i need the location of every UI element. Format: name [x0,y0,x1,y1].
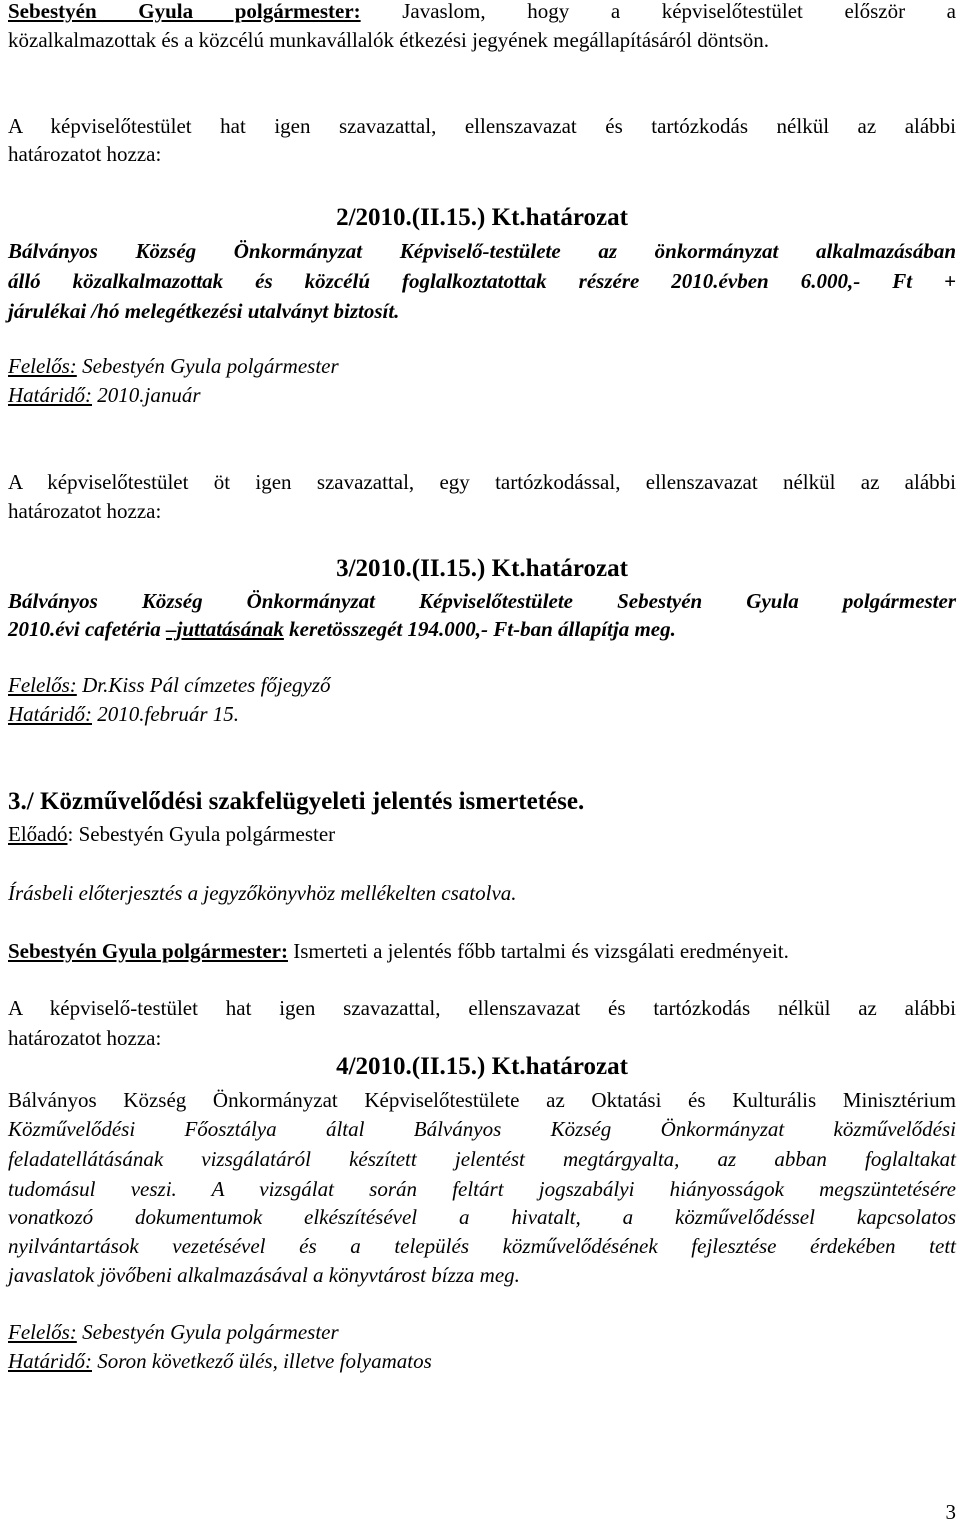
responsible-label: Felelős: [8,673,77,697]
vote-subject: A képviselőtestület [8,114,192,138]
vote-line-continued: határozatot hozza: [8,1026,162,1050]
resolution-text-line [8,615,956,643]
resolution-text-line [8,237,956,265]
speaker-name: Sebestyén Gyula polgármester: [8,0,361,23]
responsible-value: Sebestyén Gyula polgármester [76,354,339,378]
deadline-label: Határidő: [8,702,92,726]
vote-line-continued: határozatot hozza: [8,142,162,166]
attachment-note: Írásbeli előterjesztés a jegyzőkönyvhöz mellékelten csatolva. [8,881,517,905]
responsible-label: Felelős: [8,354,77,378]
deadline-line [8,1347,956,1375]
resolution-number: 4/2010.(II.15.) Kt.határozat [336,1053,628,1080]
vote-text: hat igen szavazattal, ellenszavazat és tartózkodás nélkül az alábbi [220,114,956,138]
resolution-text-part: 2010.évi cafetéria [8,617,167,641]
responsible-line [8,352,956,380]
presenter-label: Előadó [8,822,68,846]
page-number: 3 [945,1500,956,1524]
vote-line-continued: határozatot hozza: [8,499,162,523]
speech-text-continued: közalkalmazottak és a közcélú munkavállalók étkezési jegyének megállapításáról döntsön. [8,28,769,52]
speaker-name: Sebestyén Gyula polgármester: [8,939,288,963]
resolution-text-line: feladatellátásának vizsgálatáról készített jelentést megtárgyalta, az abban foglaltakat [8,1147,956,1171]
resolution-text-part: az önkormányzat alkalmazásában [598,239,957,263]
resolution-text-underlined: –juttatásának [166,617,284,641]
resolution-text-part: Sebestyén Gyula polgármester [617,589,957,613]
resolution-text-line: járulékai /hó melegétkezési utalványt biztosít. [8,299,400,323]
resolution-text-line: nyilvántartások vezetésével és a település közművelődésének fejlesztése érdekében tett [8,1234,956,1258]
deadline-value: 2010.január [92,383,201,407]
resolution-number: 2/2010.(II.15.) Kt.határozat [336,204,628,231]
speaker-line [8,937,956,965]
responsible-line [8,671,956,699]
deadline-line [8,381,956,409]
presenter-line [8,820,956,848]
deadline-value: Soron következő ülés, illetve folyamatos [92,1349,432,1373]
deadline-label: Határidő: [8,1349,92,1373]
vote-line [8,112,956,140]
resolution-text-line: Bálványos Község Önkormányzat Képviselőtestülete az Oktatási és Kulturális Minisztérium [8,1088,956,1112]
resolution-text-part: Bálványos Község Önkormányzat Képviselőtestülete [8,589,574,613]
resolution-text-part: Bálványos Község Önkormányzat Képviselő-testülete [8,239,561,263]
deadline-line [8,700,956,728]
resolution-text-line: vonatkozó dokumentumok elkészítésével a hivatalt, a közművelődéssel kapcsolatos [8,1205,956,1229]
responsible-value: Dr.Kiss Pál címzetes főjegyző [76,673,331,697]
resolution-text-line: Közművelődési Főosztálya által Bálványos Község Önkormányzat közművelődési [8,1117,956,1141]
resolution-text-line: javaslatok jövőbeni alkalmazásával a könyvtárost bízza meg. [8,1263,520,1287]
speech-text: Javaslom, hogy a képviselőtestület először a [402,0,956,23]
speech-text: Ismerteti a jelentés főbb tartalmi és vizsgálati eredményeit. [287,939,789,963]
section-title: 3./ Közművelődési szakfelügyeleti jelentés ismertetése. [8,788,585,815]
vote-line: A képviselőtestület öt igen szavazattal, egy tartózkodással, ellenszavazat nélkül az alábbi [8,470,956,494]
resolution-text-line: tudomásul veszi. A vizsgálat során feltárt jogszabályi hiányosságok megszüntetésére [8,1177,956,1201]
presenter-value: : Sebestyén Gyula polgármester [67,822,336,846]
speaker-line [8,0,956,25]
resolution-text-line: álló közalkalmazottak és közcélú foglalkoztatottak részére 2010.évben 6.000,- Ft + [8,269,956,293]
resolution-text-part: keretösszegét 194.000,- Ft-ban állapítja meg. [283,617,676,641]
resolution-text-line [8,587,956,615]
resolution-number: 3/2010.(II.15.) Kt.határozat [336,555,628,582]
vote-line: A képviselő-testület hat igen szavazattal, ellenszavazat és tartózkodás nélkül az alábbi [8,996,956,1020]
deadline-label: Határidő: [8,383,92,407]
responsible-label: Felelős: [8,1320,77,1344]
deadline-value: 2010.február 15. [92,702,239,726]
responsible-value: Sebestyén Gyula polgármester [76,1320,339,1344]
responsible-line [8,1318,956,1346]
